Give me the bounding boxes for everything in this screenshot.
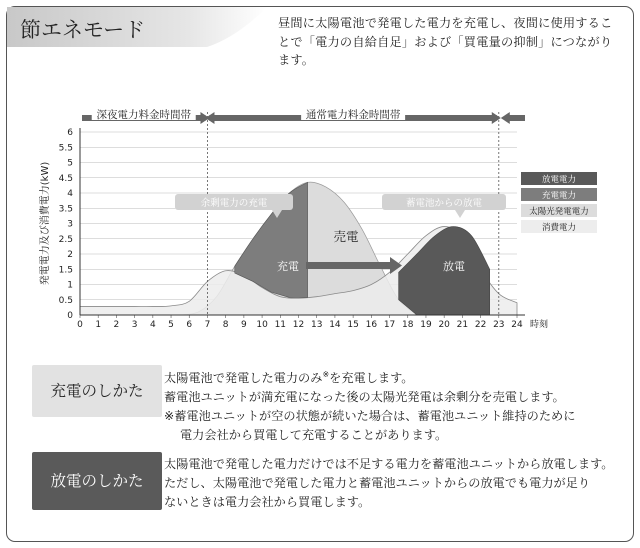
callout-battery-discharge-text: 蓄電池からの放電 <box>405 198 483 209</box>
period-arrowhead-tail <box>501 112 510 124</box>
y-axis-label: 発電電力及び消費電力(kW) <box>40 161 51 286</box>
discharge-section-body <box>164 455 624 512</box>
x-tick-label-10: 10 <box>256 320 268 330</box>
x-tick-label-18: 18 <box>402 320 414 330</box>
charge-line-3: ※蓄電池ユニットが空の状態が続いた場合は、蓄電池ユニット維持のために <box>164 409 576 424</box>
label-charge: 充電 <box>277 260 299 273</box>
y-tick-label-10: 5 <box>67 158 73 169</box>
x-tick-label-23: 23 <box>493 320 505 330</box>
y-tick-label-8: 4 <box>67 189 73 199</box>
charge-line-2: 蓄電池ユニットが満充電になった後の太陽光発電は余剰分を売電します。 <box>164 390 565 405</box>
x-tick-label-21: 21 <box>456 320 469 330</box>
discharge-line-1: 太陽電池で発電した電力だけでは不足する電力を蓄電池ユニットから放電します。 <box>164 457 614 471</box>
charge-section-body <box>164 365 624 445</box>
x-tick-label-12: 12 <box>292 320 305 330</box>
y-tick-label-9: 4.5 <box>58 173 73 184</box>
y-tick-label-11: 5.5 <box>58 143 73 154</box>
x-tick-label-11: 11 <box>274 320 287 330</box>
intro-text: 昼間に太陽電池で発電した電力を充電し、夜間に使用することで「電力の自給自足」および「買電量の抑制」につながります。 <box>278 16 613 67</box>
y-tick-label-6: 3 <box>67 219 73 230</box>
period-label-0: 深夜電力料金時間帯 <box>96 109 191 121</box>
y-tick-label-0: 0 <box>67 311 73 321</box>
flow-arrow-body <box>306 262 392 269</box>
legend-label-0: 放電電力 <box>541 175 577 185</box>
x-tick-label-20: 20 <box>438 320 450 330</box>
y-tick-label-5: 2.5 <box>58 234 73 245</box>
discharge-line-2: ただし、太陽電池で発電した電力と蓄電池ユニットからの放電でも電力が足り <box>164 476 591 490</box>
y-tick-label-2: 1 <box>67 280 73 291</box>
x-tick-label-0: 0 <box>77 320 83 330</box>
x-tick-label-22: 22 <box>474 320 487 330</box>
x-tick-label-15: 15 <box>347 320 359 330</box>
x-tick-label-5: 5 <box>168 320 174 330</box>
x-tick-label-16: 16 <box>365 320 378 330</box>
x-tick-label-14: 14 <box>329 320 341 330</box>
x-tick-label-8: 8 <box>222 320 229 330</box>
y-tick-label-7: 3.5 <box>58 204 73 215</box>
period-bar-tail <box>509 115 525 121</box>
legend-label-2: 太陽光発電電力 <box>529 207 589 217</box>
period-arrowhead-left-1 <box>205 112 214 124</box>
note-mark: ※ <box>322 370 330 379</box>
callout-battery-discharge-pointer <box>455 210 465 218</box>
page-title: 節エネモード <box>20 18 146 42</box>
label-sell: 売電 <box>333 229 359 244</box>
x-tick-label-24: 24 <box>511 320 523 330</box>
period-arrowhead-right-1 <box>492 112 501 124</box>
x-tick-label-4: 4 <box>149 320 156 330</box>
x-axis-label: 時刻 <box>529 320 549 330</box>
y-tick-label-12: 6 <box>67 128 73 138</box>
x-tick-label-17: 17 <box>383 320 396 330</box>
chart <box>0 100 640 350</box>
charge-line-4: 電力会社から買電して充電することがあります。 <box>180 428 448 443</box>
x-tick-label-6: 6 <box>186 320 193 330</box>
callout-surplus-charge-text: 余剰電力の充電 <box>200 198 268 209</box>
x-tick-label-9: 9 <box>241 320 247 330</box>
legend-label-3: 消費電力 <box>541 223 577 233</box>
x-tick-label-19: 19 <box>420 320 432 330</box>
x-tick-label-1: 1 <box>95 320 102 330</box>
y-tick-label-4: 2 <box>67 250 73 260</box>
charge-line-1: 太陽電池で発電した電力のみ※を充電します。 <box>164 370 414 386</box>
period-label-1: 通常電力料金時間帯 <box>305 109 401 121</box>
x-tick-label-7: 7 <box>204 320 211 330</box>
y-tick-label-1: 0.5 <box>58 295 73 306</box>
x-tick-label-13: 13 <box>310 320 323 330</box>
discharge-line-3: ないときは電力会社から買電します。 <box>164 495 371 509</box>
x-tick-label-3: 3 <box>131 320 138 330</box>
discharge-section-label: 放電のしかた <box>32 452 162 510</box>
y-tick-label-3: 1.5 <box>58 265 73 276</box>
charge-section-label: 充電のしかた <box>32 365 162 417</box>
legend-label-1: 充電電力 <box>541 191 577 201</box>
label-discharge: 放電 <box>443 260 465 273</box>
x-tick-label-2: 2 <box>113 320 120 330</box>
